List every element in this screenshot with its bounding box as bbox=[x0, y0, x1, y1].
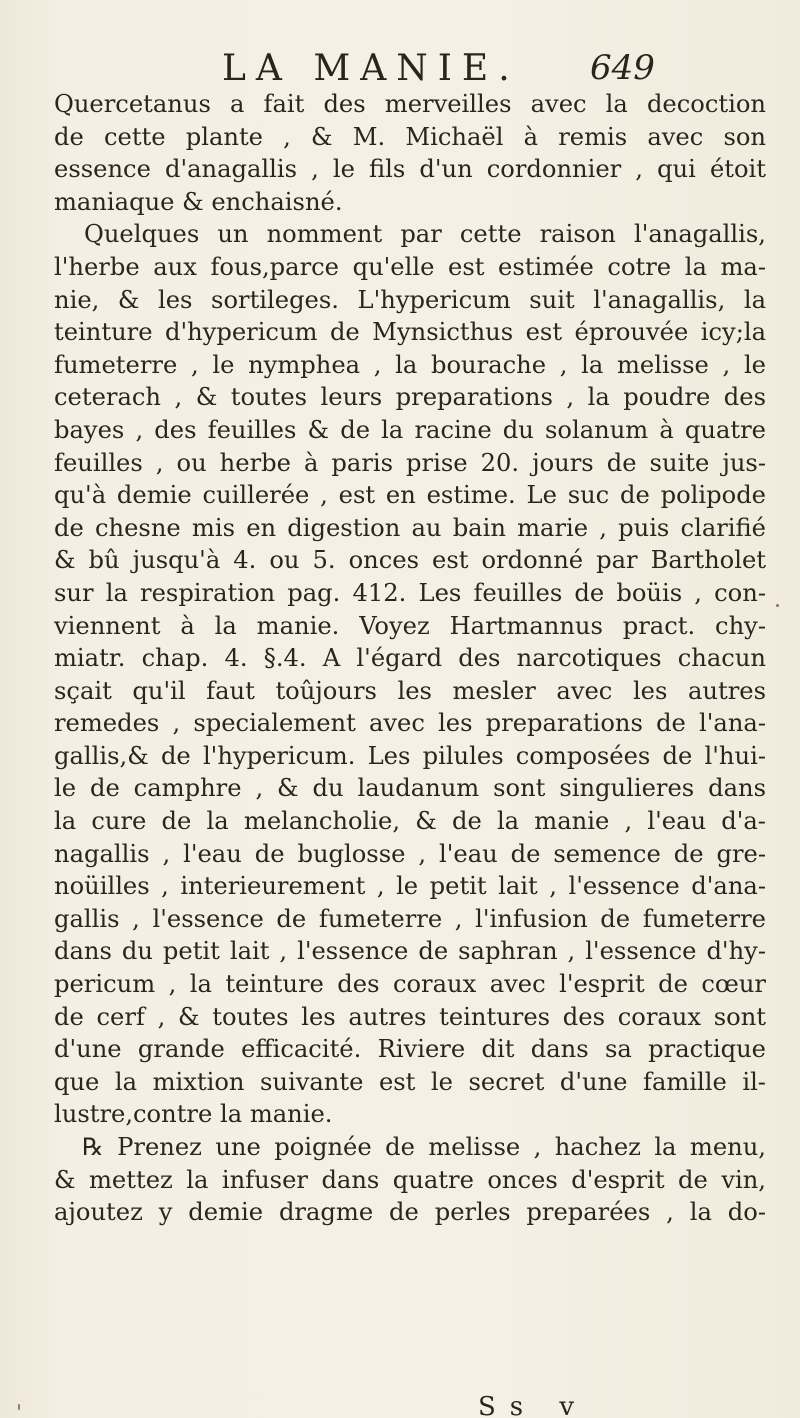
text-line: de cette plante , & M. Michaël à remis avec son bbox=[54, 122, 766, 151]
text-line: le de camphre , & du laudanum sont singulieres dans bbox=[54, 774, 766, 803]
text-line: remedes , specialement avec les preparations de l'ana- bbox=[54, 709, 766, 738]
text-line: Quercetanus a fait des merveilles avec la decoction bbox=[54, 90, 766, 118]
text-line: de cerf , & toutes les autres teintures des coraux sont bbox=[54, 1002, 766, 1031]
text-line: sçait qu'il faut toûjours les mesler avec les autres bbox=[54, 676, 766, 705]
text-line: miatr. chap. 4. §.4. A l'égard des narcotiques chacun bbox=[54, 644, 766, 673]
text-line: d'une grande efficacité. Riviere dit dans sa practique bbox=[54, 1035, 766, 1064]
text-line: nie, & les sortileges. L'hypericum suit l'anagallis, la bbox=[54, 285, 766, 314]
text-line: viennent à la manie. Voyez Hartmannus pract. chy- bbox=[54, 611, 766, 640]
running-title: LA MANIE. bbox=[222, 48, 520, 89]
text-line: fumeterre , le nymphea , la bourache , la melisse , le bbox=[54, 350, 766, 379]
text-line: teinture d'hypericum de Mynsicthus est éprouvée icy;la bbox=[54, 318, 766, 347]
text-line: dans du petit lait , l'essence de saphran , l'essence d'hy- bbox=[54, 937, 766, 966]
text-line: gallis , l'essence de fumeterre , l'infusion de fumeterre bbox=[54, 904, 766, 933]
body-text bbox=[54, 88, 766, 1229]
text-line: noüilles , interieurement , le petit lait , l'essence d'ana- bbox=[54, 872, 766, 901]
text-line: ceterach , & toutes leurs preparations , la poudre des bbox=[54, 383, 766, 412]
page-number: 649 bbox=[590, 48, 655, 88]
text-line: que la mixtion suivante est le secret d'une famille il- bbox=[54, 1067, 766, 1096]
text-line: essence d'anagallis , le fils d'un cordonnier , qui étoit bbox=[54, 155, 766, 184]
text-line: nagallis , l'eau de buglosse , l'eau de semence de gre- bbox=[54, 839, 766, 868]
paper-speck bbox=[18, 1404, 20, 1410]
text-line: ℞ Prenez une poignée de melisse , hachez la menu, bbox=[82, 1133, 766, 1161]
text-line: la cure de la melancholie, & de la manie , l'eau d'a- bbox=[54, 807, 766, 836]
signature-mark: Ss v bbox=[478, 1392, 589, 1418]
text-line: pericum , la teinture des coraux avec l'esprit de cœur bbox=[54, 970, 766, 999]
text-line: sur la respiration pag. 412. Les feuilles de boüis , con- bbox=[54, 578, 766, 607]
text-line: l'herbe aux fous,parce qu'elle est estimée cotre la ma- bbox=[54, 252, 766, 281]
paper-speck bbox=[776, 604, 779, 607]
text-line: ajoutez y demie dragme de perles preparées , la do- bbox=[54, 1198, 766, 1227]
text-line: & bû jusqu'à 4. ou 5. onces est ordonné par Bartholet bbox=[54, 546, 766, 575]
text-line: lustre,contre la manie. bbox=[54, 1100, 333, 1129]
text-line: feuilles , ou herbe à paris prise 20. jours de suite jus- bbox=[54, 448, 766, 477]
text-line: de chesne mis en digestion au bain marie , puis clarifié bbox=[54, 513, 766, 542]
text-line: Quelques un nomment par cette raison l'anagallis, bbox=[84, 220, 766, 249]
text-line: & mettez la infuser dans quatre onces d'esprit de vin, bbox=[54, 1165, 766, 1194]
text-line: qu'à demie cuillerée , est en estime. Le suc de polipode bbox=[54, 481, 766, 510]
text-line: gallis,& de l'hypericum. Les pilules composées de l'hui- bbox=[54, 741, 766, 770]
text-line: bayes , des feuilles & de la racine du solanum à quatre bbox=[54, 415, 766, 444]
text-line: maniaque & enchaisné. bbox=[54, 187, 343, 216]
